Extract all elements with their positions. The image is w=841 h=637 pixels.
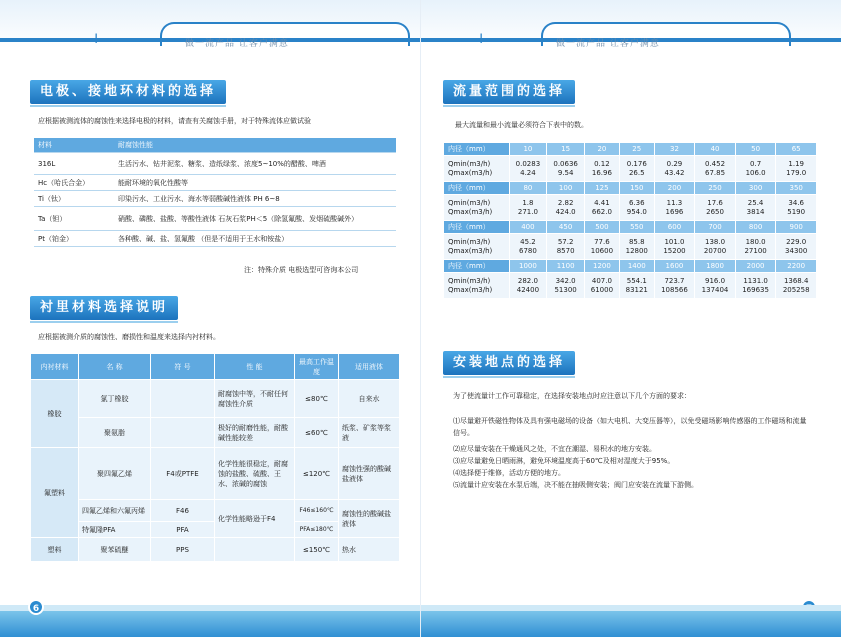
qmax-value: 179.0: [786, 168, 807, 177]
footer-band: [421, 611, 841, 637]
qmax-value: 205258: [782, 285, 810, 294]
qmax-value: 42400: [516, 285, 540, 294]
property-cell: 各种酸、碱、盐、氢氟酸 （但是不适用于王水和铵盐）: [114, 231, 396, 247]
lining-fluid: 纸浆、矿浆等浆液: [339, 418, 400, 448]
dn-cell: 800: [735, 221, 776, 234]
qmin-value: 916.0: [705, 276, 726, 285]
qmin-value: 282.0: [517, 276, 538, 285]
electrode-intro: 应根据被测流体的腐蚀性来选择电极的材料，请查有关腐蚀手册，对于特殊流体应做试验: [38, 117, 311, 125]
header-slogan: 做一流产品 让客户满意: [185, 39, 289, 49]
qmax-value: 5190: [787, 207, 806, 216]
qmin-value: 1368.4: [783, 276, 809, 285]
dn-cell: 550: [619, 221, 654, 234]
dn-cell: 450: [547, 221, 585, 234]
material-cell: Ti（钛）: [34, 191, 114, 207]
table-row: [31, 418, 400, 448]
q-cell: [735, 156, 776, 182]
dn-cell: 500: [584, 221, 619, 234]
qmin-value: 17.6: [707, 198, 723, 207]
dn-row: [444, 260, 817, 273]
qmin-value: 0.176: [626, 159, 647, 168]
header-dashes: - - - - ┃: [449, 34, 485, 43]
col-header: 适用液体: [339, 354, 400, 380]
lining-symbol: [151, 418, 215, 448]
qmin-value: 101.0: [664, 237, 685, 246]
qmax-value: 15200: [663, 246, 686, 255]
q-cell: [776, 156, 817, 182]
q-cell: [619, 156, 654, 182]
qmax-value: 51300: [554, 285, 577, 294]
dn-label: 内径（mm）: [444, 221, 510, 234]
qmin-value: 229.0: [786, 237, 807, 246]
qmax-value: 83121: [625, 285, 648, 294]
q-cell: [547, 234, 585, 260]
q-row: [444, 234, 817, 260]
dn-cell: 1800: [695, 260, 736, 273]
qmax-value: 34300: [785, 246, 808, 255]
qmin-value: 138.0: [705, 237, 726, 246]
lining-temp: ≤120℃: [295, 448, 339, 500]
qmin-value: 2.82: [557, 198, 574, 207]
qmax-value: 26.5: [628, 168, 645, 177]
section-title-lining: 衬里材料选择说明: [30, 296, 178, 320]
dn-cell: 700: [695, 221, 736, 234]
dn-cell: 80: [509, 182, 547, 195]
flow-range-intro: 最大流量和最小流量必须符合下表中的数。: [455, 121, 588, 129]
dn-cell: 1100: [547, 260, 585, 273]
col-header: 耐腐蚀性能: [114, 138, 396, 153]
dn-row: [444, 143, 817, 156]
lining-name: 四氟乙烯和六氟丙烯: [79, 500, 151, 522]
material-cell: Pt（铂金）: [34, 231, 114, 247]
lining-temp: PFA≤180℃: [295, 522, 339, 538]
table-row: [34, 191, 396, 207]
lining-name: 氯丁橡胶: [79, 380, 151, 418]
group-rubber: 橡胶: [31, 380, 79, 448]
dn-cell: 65: [776, 143, 817, 156]
qmin-value: 34.6: [788, 198, 804, 207]
lining-property: 化学性能略逊于F4: [215, 500, 295, 538]
q-label: [444, 195, 510, 221]
qmax-value: 954.0: [626, 207, 647, 216]
q-cell: [776, 195, 817, 221]
col-header: 最高工作温度: [295, 354, 339, 380]
electrode-table: [34, 138, 396, 247]
qmin-value: 0.0283: [515, 159, 541, 168]
qmin-value: 57.2: [557, 237, 574, 246]
list-item: ⑵应尽量安装在干燥通风之处，不宜在潮湿、易积水的地方安装。: [453, 445, 656, 453]
header-dashes: - - - - ┃: [64, 34, 100, 43]
qmin-value: 4.41: [594, 198, 610, 207]
q-cell: [654, 234, 695, 260]
lining-symbol: PFA: [151, 522, 215, 538]
lining-fluid: 热水: [339, 538, 400, 562]
lining-name: 聚苯硫醚: [79, 538, 151, 562]
qmin-value: 342.0: [555, 276, 576, 285]
lining-fluid: 腐蚀性的酸碱盐液体: [339, 500, 400, 538]
qmax-value: 106.0: [745, 168, 766, 177]
material-cell: Hc（哈氏合金）: [34, 175, 114, 191]
electrode-note: 注：特殊介质 电极选型可咨询本公司: [244, 266, 359, 274]
list-item: ⑷选择便于维修，活动方便的地方。: [453, 469, 565, 477]
qmax-value: 108566: [661, 285, 688, 294]
dn-label: 内径（mm）: [444, 182, 510, 195]
section-title-flow-range: 流量范围的选择: [443, 80, 575, 104]
qmin-label: Qmin(m3/h): [448, 198, 491, 207]
property-cell: 能耐环境的氧化性酸等: [114, 175, 396, 191]
dn-cell: 600: [654, 221, 695, 234]
table-row: [34, 231, 396, 247]
q-label: [444, 234, 510, 260]
q-cell: [619, 273, 654, 299]
qmax-value: 61000: [590, 285, 614, 294]
qmax-value: 67.85: [705, 168, 726, 177]
qmin-label: Qmin(m3/h): [448, 159, 491, 168]
dn-cell: 125: [584, 182, 619, 195]
lining-temp: ≤60℃: [295, 418, 339, 448]
table-header-row: [34, 138, 396, 153]
flow-range-body: [444, 143, 817, 299]
dn-cell: 200: [654, 182, 695, 195]
qmax-label: Qmax(m3/h): [448, 168, 493, 177]
group-plastic: 塑料: [31, 538, 79, 562]
table-row: [34, 153, 396, 175]
lining-table: [30, 353, 400, 562]
right-page: [421, 0, 841, 637]
install-intro: 为了使流量计工作可靠稳定，在选择安装地点时应注意以下几个方面的要求：: [453, 392, 691, 400]
qmax-value: 9.54: [557, 168, 574, 177]
lining-symbol: PPS: [151, 538, 215, 562]
q-label: [444, 156, 510, 182]
qmin-value: 0.0636: [553, 159, 578, 168]
table-row: [31, 500, 400, 522]
qmin-value: 85.8: [628, 237, 645, 246]
qmin-value: 407.0: [591, 276, 612, 285]
dn-cell: 50: [735, 143, 776, 156]
q-cell: [654, 273, 695, 299]
dn-cell: 250: [695, 182, 736, 195]
qmin-value: 180.0: [745, 237, 766, 246]
lining-symbol: F46: [151, 500, 215, 522]
qmin-value: 11.3: [666, 198, 683, 207]
page-number-left: 6: [28, 599, 44, 615]
qmax-value: 16.96: [591, 168, 612, 177]
lining-intro: 应根据被测介质的腐蚀性、磨损性和温度来选择内衬材料。: [38, 333, 220, 341]
lining-symbol: F4或PTFE: [151, 448, 215, 500]
q-cell: [509, 273, 547, 299]
qmax-label: Qmax(m3/h): [448, 285, 493, 294]
col-header: 内衬材料: [31, 354, 79, 380]
material-cell: Ta（钽）: [34, 207, 114, 231]
material-cell: 316L: [34, 153, 114, 175]
left-page: [0, 0, 420, 637]
dn-cell: 1200: [584, 260, 619, 273]
table-row: [34, 207, 396, 231]
qmin-value: 0.7: [750, 159, 762, 168]
q-cell: [735, 273, 776, 299]
qmax-value: 1696: [665, 207, 684, 216]
qmin-label: Qmin(m3/h): [448, 237, 491, 246]
qmax-value: 169635: [742, 285, 769, 294]
dn-label: 内径（mm）: [444, 260, 510, 273]
q-cell: [654, 156, 695, 182]
lining-name: 聚四氟乙烯: [79, 448, 151, 500]
q-cell: [654, 195, 695, 221]
table-row: [31, 538, 400, 562]
q-cell: [547, 156, 585, 182]
qmax-value: 137404: [701, 285, 729, 294]
lining-name: 聚氨脂: [79, 418, 151, 448]
dn-cell: 400: [509, 221, 547, 234]
dn-cell: 1000: [509, 260, 547, 273]
q-cell: [584, 234, 619, 260]
qmin-value: 554.1: [626, 276, 647, 285]
table-row: [31, 448, 400, 500]
qmin-value: 0.12: [594, 159, 610, 168]
q-cell: [509, 195, 547, 221]
q-cell: [695, 195, 736, 221]
qmax-value: 424.0: [555, 207, 576, 216]
table-row: [31, 380, 400, 418]
qmax-value: 8570: [556, 246, 575, 255]
dn-row: [444, 221, 817, 234]
q-cell: [584, 156, 619, 182]
q-cell: [584, 195, 619, 221]
flow-range-table: [443, 142, 817, 299]
q-cell: [695, 273, 736, 299]
q-cell: [735, 234, 776, 260]
dn-cell: 32: [654, 143, 695, 156]
lining-name: 特氟隆PFA: [79, 522, 151, 538]
qmax-label: Qmax(m3/h): [448, 246, 493, 255]
dn-cell: 15: [547, 143, 585, 156]
qmax-value: 27100: [744, 246, 767, 255]
col-header: 性 能: [215, 354, 295, 380]
lining-symbol: [151, 380, 215, 418]
qmin-value: 6.36: [628, 198, 645, 207]
list-item: ⑶应尽量避免日晒雨淋，避免环境温度高于60℃及相对湿度大于95%。: [453, 457, 675, 465]
table-row: [34, 175, 396, 191]
table-header-row: [31, 354, 400, 380]
qmin-value: 1.8: [522, 198, 534, 207]
qmin-value: 1131.0: [743, 276, 768, 285]
q-cell: [776, 234, 817, 260]
qmax-value: 20700: [703, 246, 727, 255]
lining-temp: ≤150℃: [295, 538, 339, 562]
qmin-value: 0.452: [705, 159, 726, 168]
qmax-value: 10600: [590, 246, 614, 255]
qmax-value: 43.42: [664, 168, 685, 177]
qmin-value: 1.19: [788, 159, 804, 168]
qmax-value: 12800: [625, 246, 648, 255]
dn-cell: 20: [584, 143, 619, 156]
dn-cell: 2200: [776, 260, 817, 273]
q-cell: [776, 273, 817, 299]
lining-property: 耐腐蚀中等，不耐任何腐蚀性介质: [215, 380, 295, 418]
q-cell: [509, 156, 547, 182]
qmax-value: 662.0: [591, 207, 612, 216]
lining-property: [215, 538, 295, 562]
dn-cell: 25: [619, 143, 654, 156]
qmin-value: 723.7: [664, 276, 685, 285]
lining-property: 极好的耐磨性能，耐酸碱性能较差: [215, 418, 295, 448]
qmax-value: 2650: [706, 207, 724, 216]
q-row: [444, 195, 817, 221]
list-item: ⑸流量计应安装在水泵后端，决不能在抽吸侧安装；阀门应安装在流量下游侧。: [453, 481, 698, 489]
col-header: 符 号: [151, 354, 215, 380]
dn-cell: 40: [695, 143, 736, 156]
group-fluoroplastic: 氟塑料: [31, 448, 79, 538]
qmax-label: Qmax(m3/h): [448, 207, 493, 216]
dn-label: 内径（mm）: [444, 143, 510, 156]
property-cell: 印染污水、工业污水、海水等弱酸碱性液体 PH 6~8: [114, 191, 396, 207]
property-cell: 生活污水、钻井泥浆、糖浆、造纸绿浆、浓度5~10%的醋酸、啤酒: [114, 153, 396, 175]
lining-fluid: 腐蚀性强的酸碱盐液体: [339, 448, 400, 500]
dn-cell: 350: [776, 182, 817, 195]
qmin-value: 0.29: [666, 159, 683, 168]
q-row: [444, 273, 817, 299]
qmin-label: Qmin(m3/h): [448, 276, 491, 285]
q-cell: [547, 195, 585, 221]
q-cell: [509, 234, 547, 260]
lining-temp: ≤80℃: [295, 380, 339, 418]
qmax-value: 4.24: [520, 168, 536, 177]
q-cell: [735, 195, 776, 221]
lining-property: 化学性能很稳定，耐腐蚀的盐酸、硫酸、王水、浓碱的腐蚀: [215, 448, 295, 500]
qmax-value: 6780: [519, 246, 537, 255]
dn-row: [444, 182, 817, 195]
install-list: [453, 415, 813, 491]
property-cell: 硝酸、磷酸、盐酸、等酸性液体 石灰石浆PH＜5（除氢氟酸、发烟硫酸碱外）: [114, 207, 396, 231]
q-cell: [619, 195, 654, 221]
footer-band: [0, 611, 420, 637]
q-cell: [695, 156, 736, 182]
dn-cell: 2000: [735, 260, 776, 273]
dn-cell: 10: [509, 143, 547, 156]
q-cell: [695, 234, 736, 260]
dn-cell: 300: [735, 182, 776, 195]
qmin-value: 25.4: [747, 198, 764, 207]
dn-cell: 900: [776, 221, 817, 234]
q-label: [444, 273, 510, 299]
header-slogan: 做一流产品 让客户满意: [556, 39, 660, 49]
qmax-value: 271.0: [517, 207, 538, 216]
dn-cell: 1400: [619, 260, 654, 273]
dn-cell: 150: [619, 182, 654, 195]
q-cell: [547, 273, 585, 299]
dn-cell: 100: [547, 182, 585, 195]
dn-cell: 1600: [654, 260, 695, 273]
q-cell: [584, 273, 619, 299]
section-title-install: 安装地点的选择: [443, 351, 575, 375]
section-title-electrode: 电极、接地环材料的选择: [30, 80, 226, 104]
col-header: 名 称: [79, 354, 151, 380]
list-item: ⑴尽量避开铁磁性物体及具有强电磁场的设备（如大电机、大变压器等），以免受磁场影响传感器的工作磁场和流量信号。: [453, 417, 807, 437]
q-cell: [619, 234, 654, 260]
col-header: 材料: [34, 138, 114, 153]
lining-fluid: 自来水: [339, 380, 400, 418]
q-row: [444, 156, 817, 182]
lining-temp: F46≤160℃: [295, 500, 339, 522]
qmin-value: 45.2: [520, 237, 536, 246]
qmax-value: 3814: [746, 207, 765, 216]
qmin-value: 77.6: [594, 237, 610, 246]
